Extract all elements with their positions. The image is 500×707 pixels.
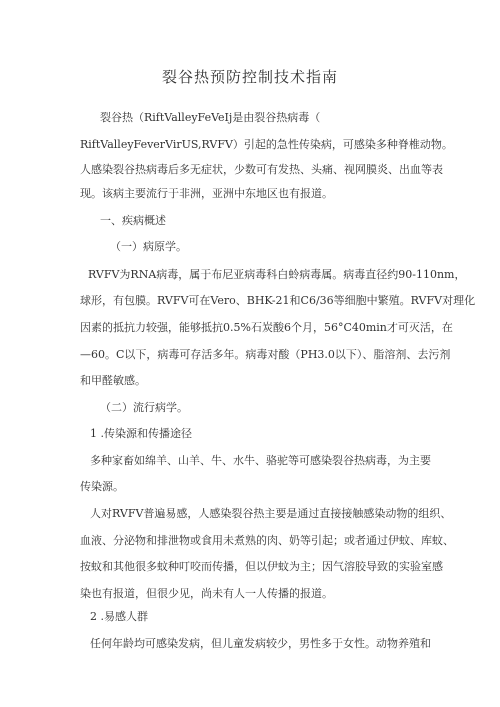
page-title: 裂谷热预防控制技术指南	[161, 68, 338, 86]
paragraph-line: 任何年龄均可感染发病，但儿童发病较少，男性多于女性。动物养殖和	[90, 637, 431, 650]
paragraph-line: 人对RVFV普遍易感，人感染裂谷热主要是通过直接接触感染动物的组织、	[90, 507, 452, 520]
paragraph-line: 人感染裂谷热病毒后多无症状，少数可有发热、头痛、视网膜炎、出血等表	[80, 163, 443, 176]
paragraph-line: RVFV为RNA病毒，属于布尼亚病毒科白蛉病毒属。病毒直径约90-110nm，	[88, 268, 466, 281]
paragraph-line: —60。C以下，病毒可存活多年。病毒对酸（PH3.0以下）、脂溶剂、去污剂	[80, 348, 451, 361]
paragraph-line: 裂谷热（RiftValleyFeVeIj是由裂谷热病毒（	[100, 111, 321, 124]
paragraph-line: 血液、分泌物和排泄物或食用未煮熟的肉、奶等引起；或者通过伊蚊、库蚊、	[80, 534, 454, 547]
paragraph-line: RiftValleyFeverVirUS,RVFV）引起的急性传染病，可感染多种脊椎动物。	[80, 138, 453, 151]
paragraph-line: 因素的抵抗力较强，能够抵抗0.5%石炭酸6个月，56°C40min才可灭活，在	[80, 321, 453, 334]
paragraph-line: 染也有报道，但很少见，尚未有人一人传播的报道。	[80, 587, 333, 600]
paragraph-line: 现。该病主要流行于非洲，亚洲中东地区也有报道。	[80, 187, 333, 200]
subsection-heading: （二）流行病学。	[100, 401, 188, 414]
section-heading: 一、疾病概述	[100, 214, 166, 227]
subsection-heading: （一）病原学。	[110, 240, 187, 253]
numbered-heading: 2 .易感人群	[90, 610, 148, 623]
paragraph-line: 按蚊和其他很多蚊种叮咬而传播，但以伊蚊为主；因气溶胶导致的实验室感	[80, 560, 443, 573]
numbered-heading: 1 .传染源和传播途径	[90, 427, 192, 440]
paragraph-line: 传染源。	[80, 480, 124, 493]
paragraph-line: 和甲醛敏感。	[80, 374, 146, 387]
paragraph-line: 球形，有包膜。RVFV可在Vero、BHK-21和C6/36等细胞中繁殖。RVFV对理化	[80, 294, 476, 307]
paragraph-line: 多种家畜如绵羊、山羊、牛、水牛、骆驼等可感染裂谷热病毒，为主要	[90, 454, 431, 467]
